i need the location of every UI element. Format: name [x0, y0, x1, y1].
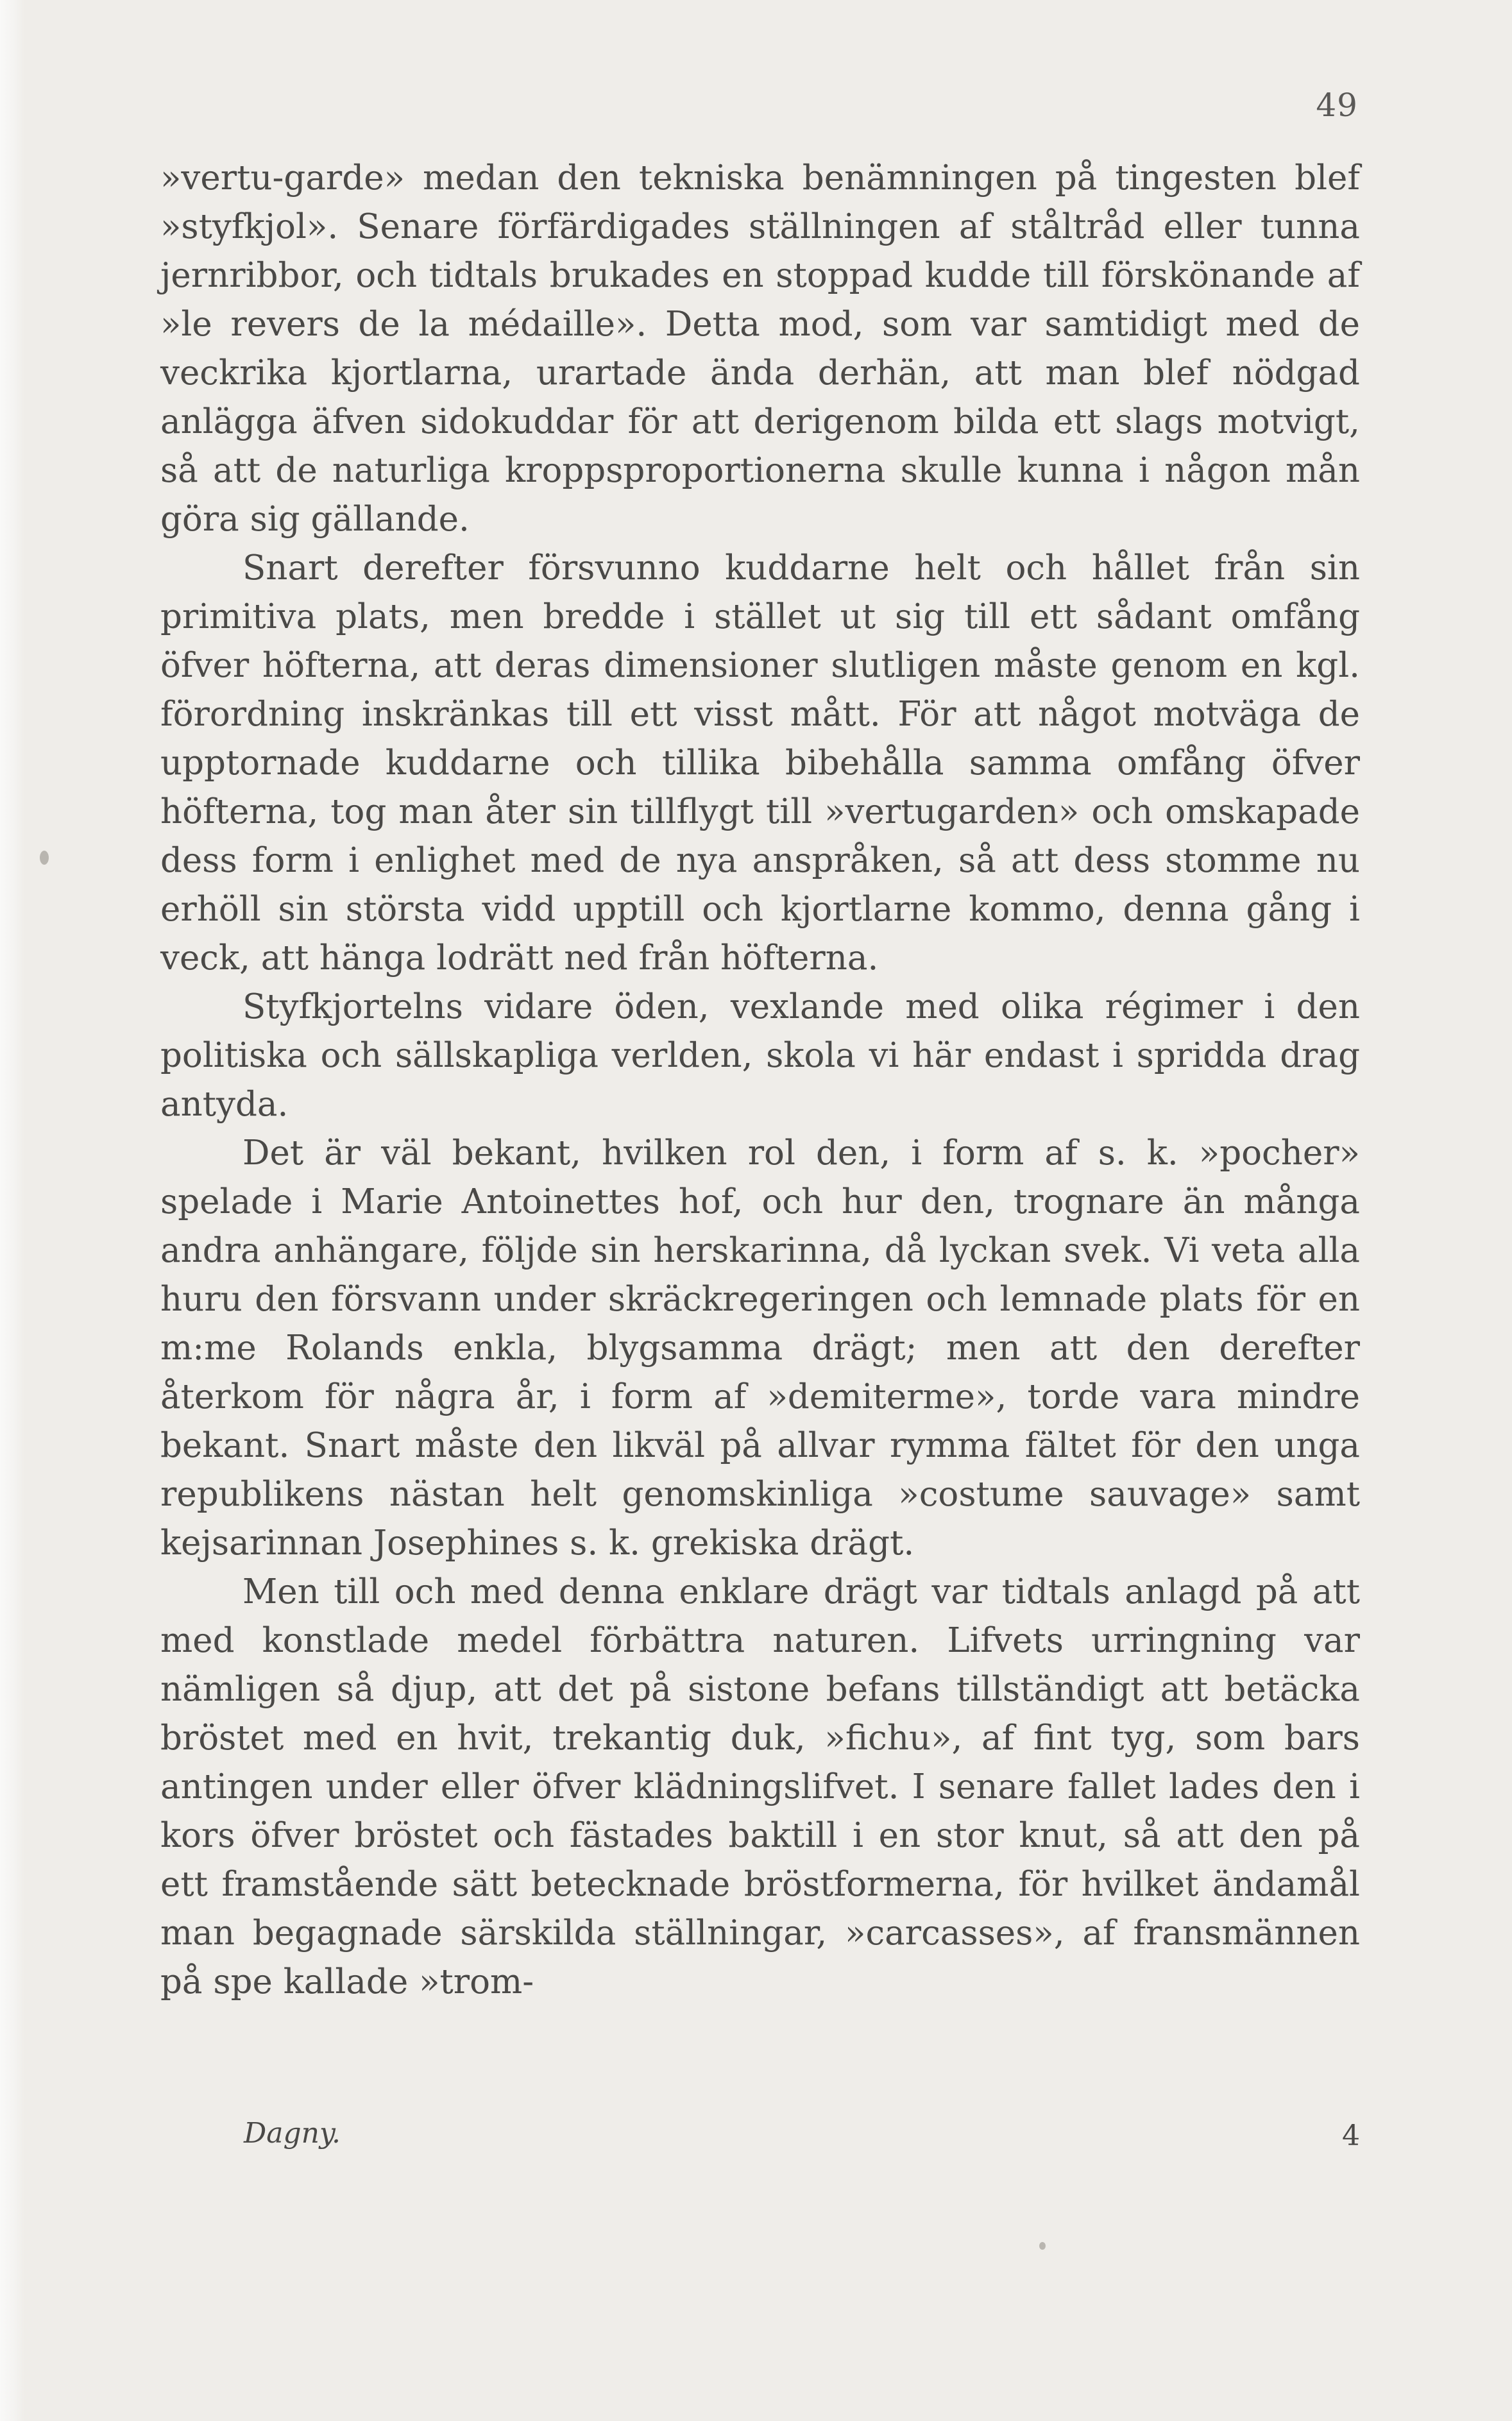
- ink-speck: [1039, 2242, 1046, 2250]
- paragraph-4: Det är väl bekant, hvilken rol den, i form af s. k. »pocher» spelade i Marie Antoinettes hof, och hur den, trognare än många andra anhängare, följde sin herskarinna, då lyckan svek. Vi veta alla huru den försvann under skräckregeringen och lemnade plats för en m:me Rolands enkla, blygsamma drägt; men att den derefter återkom för några år, i form af »demiterme», torde vara mindre bekant. Snart måste den likväl på allvar rymma fältet för den unga republikens nästan helt genomskinliga »costume sauvage» samt kejsarinnan Josephines s. k. grekiska drägt.: [160, 1134, 1360, 1563]
- paragraph-3: Styfkjortelns vidare öden, vexlande med olika régimer i den politiska och sällskapliga verlden, skola vi här endast i spridda drag antyda.: [160, 987, 1360, 1124]
- page-footer: [160, 2117, 1360, 2155]
- paragraph-1: »vertu-garde» medan den tekniska benämningen på tingesten blef »styfkjol». Senare förfärdigades ställningen af ståltråd eller tunna jernribbor, och tidtals brukades en stoppad kudde till förskönande af »le revers de la médaille». Detta mod, som var samtidigt med de veckrika kjortlarna, urartade ända derhän, att man blef nödgad anlägga äfven sidokuddar för att derigenom bilda ett slags motvigt, så att de naturliga kroppsproportionerna skulle kunna i någon mån göra sig gällande.: [160, 158, 1360, 539]
- body-text: [160, 154, 1360, 2007]
- ink-speck: [40, 851, 49, 865]
- signature-mark: Dagny.: [244, 2117, 341, 2150]
- paragraph-2: Snart derefter försvunno kuddarne helt och hållet från sin primitiva plats, men bredde i stället ut sig till ett sådant omfång öfver höfterna, att deras dimensioner slutligen måste genom en kgl. förordning inskränkas till ett visst mått. För att något motväga de upptornade kuddarne och tillika bibehålla samma omfång öfver höfterna, tog man åter sin tillflygt till »vertugarden» och omskapade dess form i enlighet med de nya anspråken, så att dess stomme nu erhöll sin största vidd upptill och kjortlarne kommo, denna gång i veck, att hänga lodrätt ned från höfterna.: [160, 548, 1360, 978]
- paragraph-5: Men till och med denna enklare drägt var tidtals anlagd på att med konstlade medel förbättra naturen. Lifvets urringning var nämligen så djup, att det på sistone befans tillständigt att betäcka bröstet med en hvit, trekantig duk, »fichu», af fint tyg, som bars antingen under eller öfver klädningslifvet. I senare fallet lades den i kors öfver bröstet och fästades baktill i en stor knut, så att den på ett framstående sätt betecknade bröstformerna, för hvilket ändamål man begagnade särskilda ställningar, »carcasses», af fransmännen på spe kallade »trom-: [160, 1572, 1360, 2001]
- page-left-margin: [0, 0, 24, 2421]
- page-number: 49: [1316, 87, 1358, 124]
- signature-number: 4: [1342, 2119, 1360, 2152]
